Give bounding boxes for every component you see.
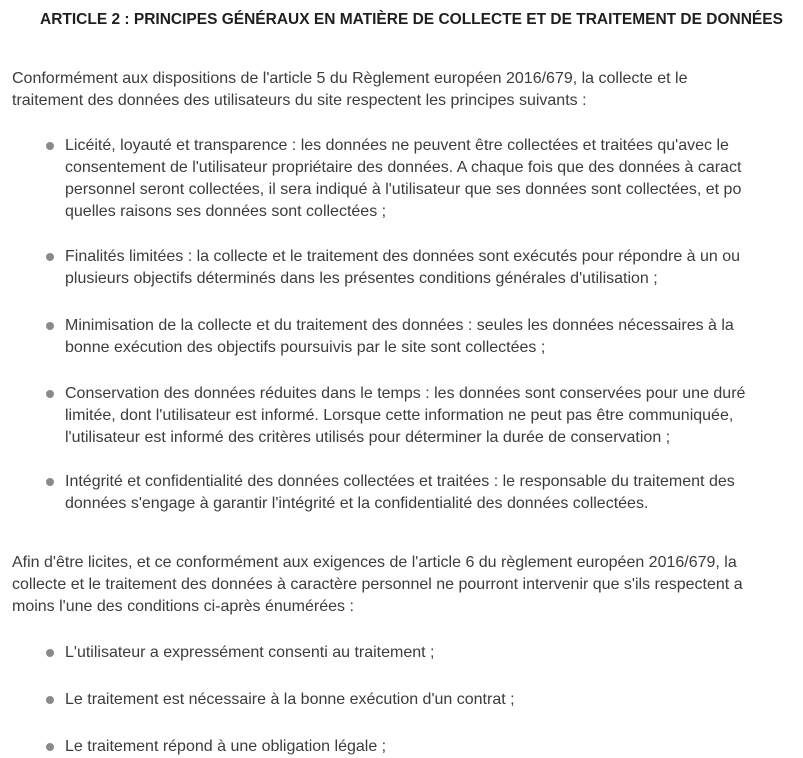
bullet-icon — [46, 253, 54, 261]
bullet-icon — [46, 142, 54, 150]
principle-line: consentement de l'utilisateur propriétaire des données. A chaque fois que des données à caract — [65, 159, 742, 176]
principle-line: Conservation des données réduites dans le temps : les données sont conservées pour une duré — [65, 385, 746, 402]
bullet-icon — [46, 390, 54, 398]
bullet-icon — [46, 743, 54, 751]
principle-line: données s'engage à garantir l'intégrité et la confidentialité des données collectées. — [65, 495, 649, 512]
bullet-icon — [46, 696, 54, 704]
principle-line: personnel seront collectées, il sera indiqué à l'utilisateur que ses données sont collectées, et po — [65, 181, 742, 198]
principle-item — [65, 383, 745, 449]
principle-item — [65, 135, 741, 223]
bullet-icon — [46, 649, 54, 657]
bullet-icon — [46, 478, 54, 486]
intro-line: Conformément aux dispositions de l'article 5 du Règlement européen 2016/679, la collecte et le — [12, 70, 688, 87]
principle-line: plusieurs objectifs déterminés dans les présentes conditions générales d'utilisation ; — [65, 270, 658, 287]
principle-line: limitée, dont l'utilisateur est informé. Lorsque cette information ne peut pas être communiquée, — [65, 407, 734, 424]
lawfulness-line: collecte et le traitement des données à caractère personnel ne pourront intervenir que s'ils respectent a — [12, 576, 743, 593]
principle-line: Minimisation de la collecte et du traitement des données : seules les données nécessaires à la — [65, 317, 734, 334]
lawfulness-line: moins l'une des conditions ci-après énumérées : — [12, 598, 354, 615]
bullet-icon — [46, 322, 54, 330]
principle-line: l'utilisateur est informé des critères utilisés pour déterminer la durée de conservation ; — [65, 429, 671, 446]
lawfulness-paragraph — [12, 552, 743, 618]
principle-item — [65, 246, 740, 290]
principle-line: bonne exécution des objectifs poursuivis par le site sont collectées ; — [65, 339, 546, 356]
article-title: ARTICLE 2 : PRINCIPES GÉNÉRAUX EN MATIÈRE DE COLLECTE ET DE TRAITEMENT DE DONNÉES — [40, 11, 783, 28]
intro-line: traitement des données des utilisateurs du site respectent les principes suivants : — [12, 92, 587, 109]
principle-line: Intégrité et confidentialité des données collectées et traitées : le responsable du traitement des — [65, 473, 735, 490]
principle-line: Finalités limitées : la collecte et le traitement des données sont exécutés pour répondre à un ou — [65, 248, 741, 265]
principle-item — [65, 471, 735, 515]
principle-line: quelles raisons ses données sont collectées ; — [65, 203, 387, 220]
condition-item: L'utilisateur a expressément consenti au traitement ; — [65, 644, 435, 661]
intro-paragraph — [12, 68, 687, 112]
principle-item — [65, 315, 734, 359]
lawfulness-line: Afin d'être licites, et ce conformément aux exigences de l'article 6 du règlement européen 2016/679, la — [12, 554, 737, 571]
condition-item: Le traitement est nécessaire à la bonne exécution d'un contrat ; — [65, 691, 515, 708]
principle-line: Licéité, loyauté et transparence : les données ne peuvent être collectées et traitées qu'avec le — [65, 137, 729, 154]
condition-item: Le traitement répond à une obligation légale ; — [65, 738, 387, 755]
